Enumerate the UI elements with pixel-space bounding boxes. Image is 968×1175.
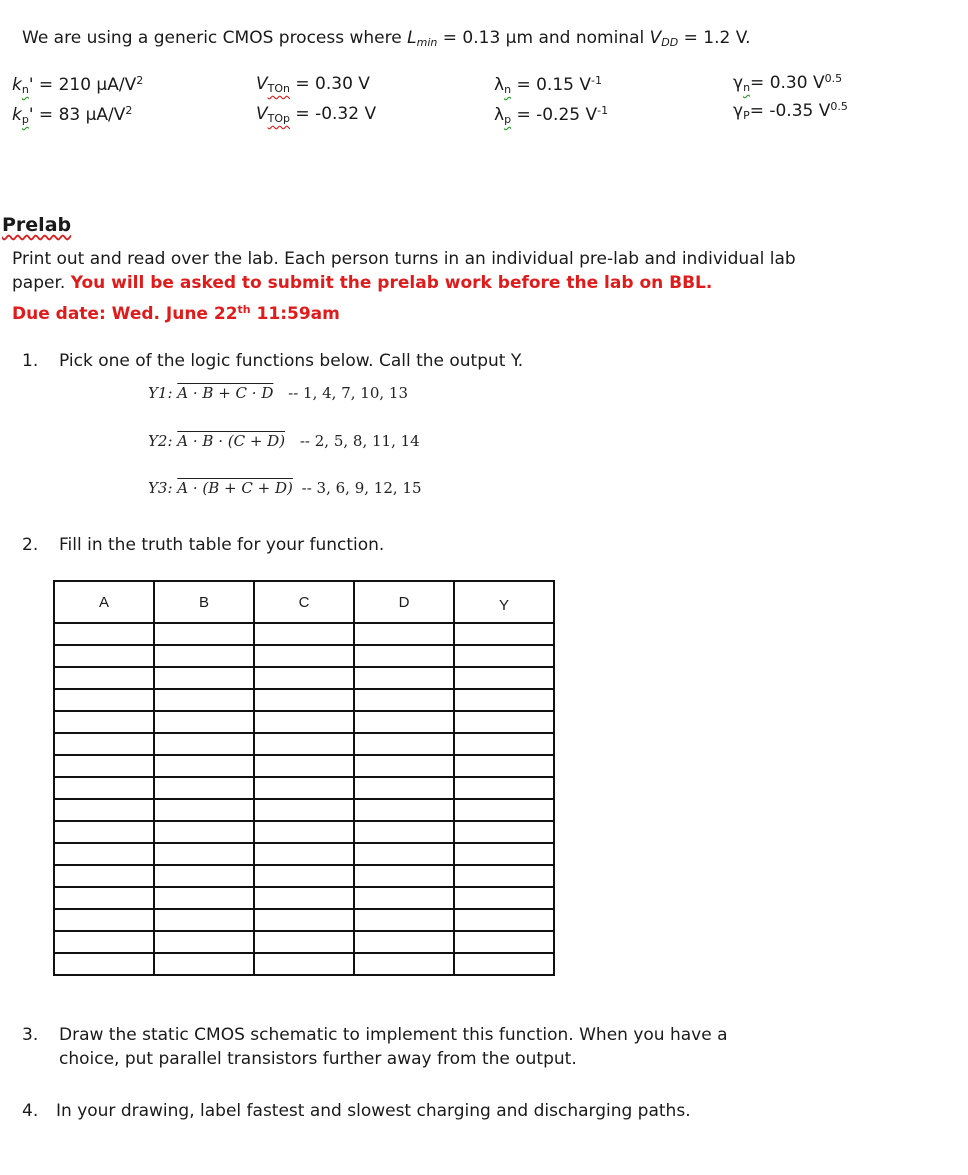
table-cell[interactable] (54, 931, 154, 953)
table-row (54, 843, 554, 865)
table-cell[interactable] (54, 755, 154, 777)
table-cell[interactable] (54, 777, 154, 799)
table-row (54, 909, 554, 931)
table-cell[interactable] (454, 733, 554, 755)
table-cell[interactable] (54, 733, 154, 755)
table-cell[interactable] (254, 909, 354, 931)
table-cell[interactable] (254, 755, 354, 777)
table-cell[interactable] (254, 689, 354, 711)
table-cell[interactable] (154, 821, 254, 843)
table-cell[interactable] (54, 689, 154, 711)
table-row (54, 623, 554, 645)
table-cell[interactable] (254, 931, 354, 953)
table-cell[interactable] (354, 843, 454, 865)
prelab-line-1: Print out and read over the lab. Each person turns in an individual pre-lab and individual lab (12, 249, 796, 269)
table-cell[interactable] (454, 777, 554, 799)
table-cell[interactable] (354, 821, 454, 843)
table-cell[interactable] (354, 733, 454, 755)
table-cell[interactable] (354, 865, 454, 887)
table-cell[interactable] (354, 887, 454, 909)
table-cell[interactable] (354, 953, 454, 975)
table-cell[interactable] (454, 711, 554, 733)
step-2: 2. (22, 535, 39, 555)
table-cell[interactable] (54, 645, 154, 667)
table-cell[interactable] (454, 755, 554, 777)
table-cell[interactable] (154, 777, 254, 799)
step-3-line-2: choice, put parallel transistors further away from the output. (59, 1049, 577, 1069)
param-kp: $k_p' = 83$ $\mu A/V^2$ (12, 104, 133, 126)
table-cell[interactable] (154, 711, 254, 733)
table-cell[interactable] (154, 755, 254, 777)
table-row (54, 755, 554, 777)
table-row (54, 733, 554, 755)
table-cell[interactable] (354, 777, 454, 799)
param-kn: $k_n' = 210$ $\mu A/V^2$ (12, 74, 144, 96)
table-cell[interactable] (354, 931, 454, 953)
table-cell[interactable] (454, 931, 554, 953)
table-cell[interactable] (54, 711, 154, 733)
table-cell[interactable] (254, 821, 354, 843)
prelab-title: Prelab (2, 214, 72, 236)
table-cell[interactable] (154, 887, 254, 909)
step-3-line-1: Draw the static CMOS schematic to implement this function. When you have a (59, 1025, 728, 1045)
table-row (54, 887, 554, 909)
table-cell[interactable] (254, 777, 354, 799)
param-lambda-n: $\lambda_n = 0.15$ $V^{-1}$ (494, 74, 602, 96)
table-row (54, 689, 554, 711)
truth-table-header (54, 581, 554, 623)
table-cell[interactable] (454, 667, 554, 689)
table-cell[interactable] (54, 667, 154, 689)
table-cell[interactable] (254, 645, 354, 667)
param-gamma-p: $\gamma_P= -0.35$ $V^{0.5}$ (733, 100, 848, 122)
due-date: Due date: Wed. June 22th 11:59am (12, 303, 340, 324)
step-4: 4. (22, 1101, 39, 1121)
table-row (54, 711, 554, 733)
param-vton: $V_{TOn} = 0.30$ V (256, 74, 370, 95)
table-cell[interactable] (454, 821, 554, 843)
table-row (54, 953, 554, 975)
table-cell[interactable] (454, 887, 554, 909)
table-cell[interactable] (354, 909, 454, 931)
header-b: B (154, 581, 254, 623)
table-cell[interactable] (354, 689, 454, 711)
table-cell[interactable] (254, 711, 354, 733)
table-row (54, 645, 554, 667)
table-cell[interactable] (454, 689, 554, 711)
param-gamma-n: $\gamma_n= 0.30$ $V^{0.5}$ (733, 72, 843, 94)
table-cell[interactable] (154, 733, 254, 755)
table-row (54, 931, 554, 953)
header-d: D (354, 581, 454, 623)
table-cell[interactable] (254, 799, 354, 821)
table-cell[interactable] (54, 799, 154, 821)
table-cell[interactable] (54, 909, 154, 931)
table-cell[interactable] (154, 799, 254, 821)
function-y1: Y1: A · B + C · D -- 1, 4, 7, 10, 13 (148, 384, 408, 402)
table-cell[interactable] (454, 623, 554, 645)
table-cell[interactable] (154, 931, 254, 953)
table-cell[interactable] (54, 865, 154, 887)
table-cell[interactable] (154, 953, 254, 975)
function-y3: Y3: A · (B + C + D) -- 3, 6, 9, 12, 15 (148, 479, 422, 497)
table-cell[interactable] (454, 843, 554, 865)
table-cell[interactable] (254, 953, 354, 975)
table-cell[interactable] (354, 667, 454, 689)
step-4-text: In your drawing, label fastest and slowest charging and discharging paths. (56, 1101, 691, 1121)
table-cell[interactable] (454, 799, 554, 821)
table-row (54, 865, 554, 887)
table-cell[interactable] (454, 645, 554, 667)
header-y: Y (454, 581, 554, 623)
table-cell[interactable] (354, 799, 454, 821)
table-cell[interactable] (154, 843, 254, 865)
table-cell[interactable] (54, 953, 154, 975)
step-3: 3. (22, 1025, 39, 1045)
table-cell[interactable] (54, 843, 154, 865)
table-cell[interactable] (454, 909, 554, 931)
table-cell[interactable] (454, 953, 554, 975)
table-row (54, 667, 554, 689)
param-lambda-p: $\lambda_p = -0.25$ $V^{-1}$ (494, 104, 609, 126)
table-cell[interactable] (154, 623, 254, 645)
table-cell[interactable] (354, 623, 454, 645)
table-row (54, 821, 554, 843)
param-vtop: $V_{TOp} = -0.32$ V (256, 104, 377, 125)
table-cell[interactable] (54, 821, 154, 843)
table-cell[interactable] (154, 865, 254, 887)
step-1: 1. (22, 351, 39, 371)
intro-line: We are using a generic CMOS process where $L_{min} = 0.13$ μm and nominal $V_{DD} = 1.2$ V. (22, 28, 751, 49)
table-cell[interactable] (154, 909, 254, 931)
table-cell[interactable] (254, 667, 354, 689)
header-c: C (254, 581, 354, 623)
table-row (54, 799, 554, 821)
table-row (54, 777, 554, 799)
step-2-text: Fill in the truth table for your function. (59, 535, 385, 555)
prelab-line-2: paper. You will be asked to submit the prelab work before the lab on BBL. (12, 273, 713, 293)
table-cell[interactable] (254, 623, 354, 645)
table-cell[interactable] (154, 689, 254, 711)
table-cell[interactable] (254, 887, 354, 909)
table-cell[interactable] (154, 645, 254, 667)
step-1-text: Pick one of the logic functions below. Call the output Y. (59, 351, 524, 371)
table-cell[interactable] (354, 711, 454, 733)
function-y2: Y2: A · B · (C + D) -- 2, 5, 8, 11, 14 (148, 432, 420, 450)
truth-table (53, 580, 555, 976)
table-cell[interactable] (254, 733, 354, 755)
table-cell[interactable] (354, 755, 454, 777)
table-cell[interactable] (454, 865, 554, 887)
table-cell[interactable] (254, 865, 354, 887)
table-cell[interactable] (154, 667, 254, 689)
table-cell[interactable] (354, 645, 454, 667)
table-cell[interactable] (54, 887, 154, 909)
table-cell[interactable] (254, 843, 354, 865)
table-cell[interactable] (54, 623, 154, 645)
header-a: A (54, 581, 154, 623)
